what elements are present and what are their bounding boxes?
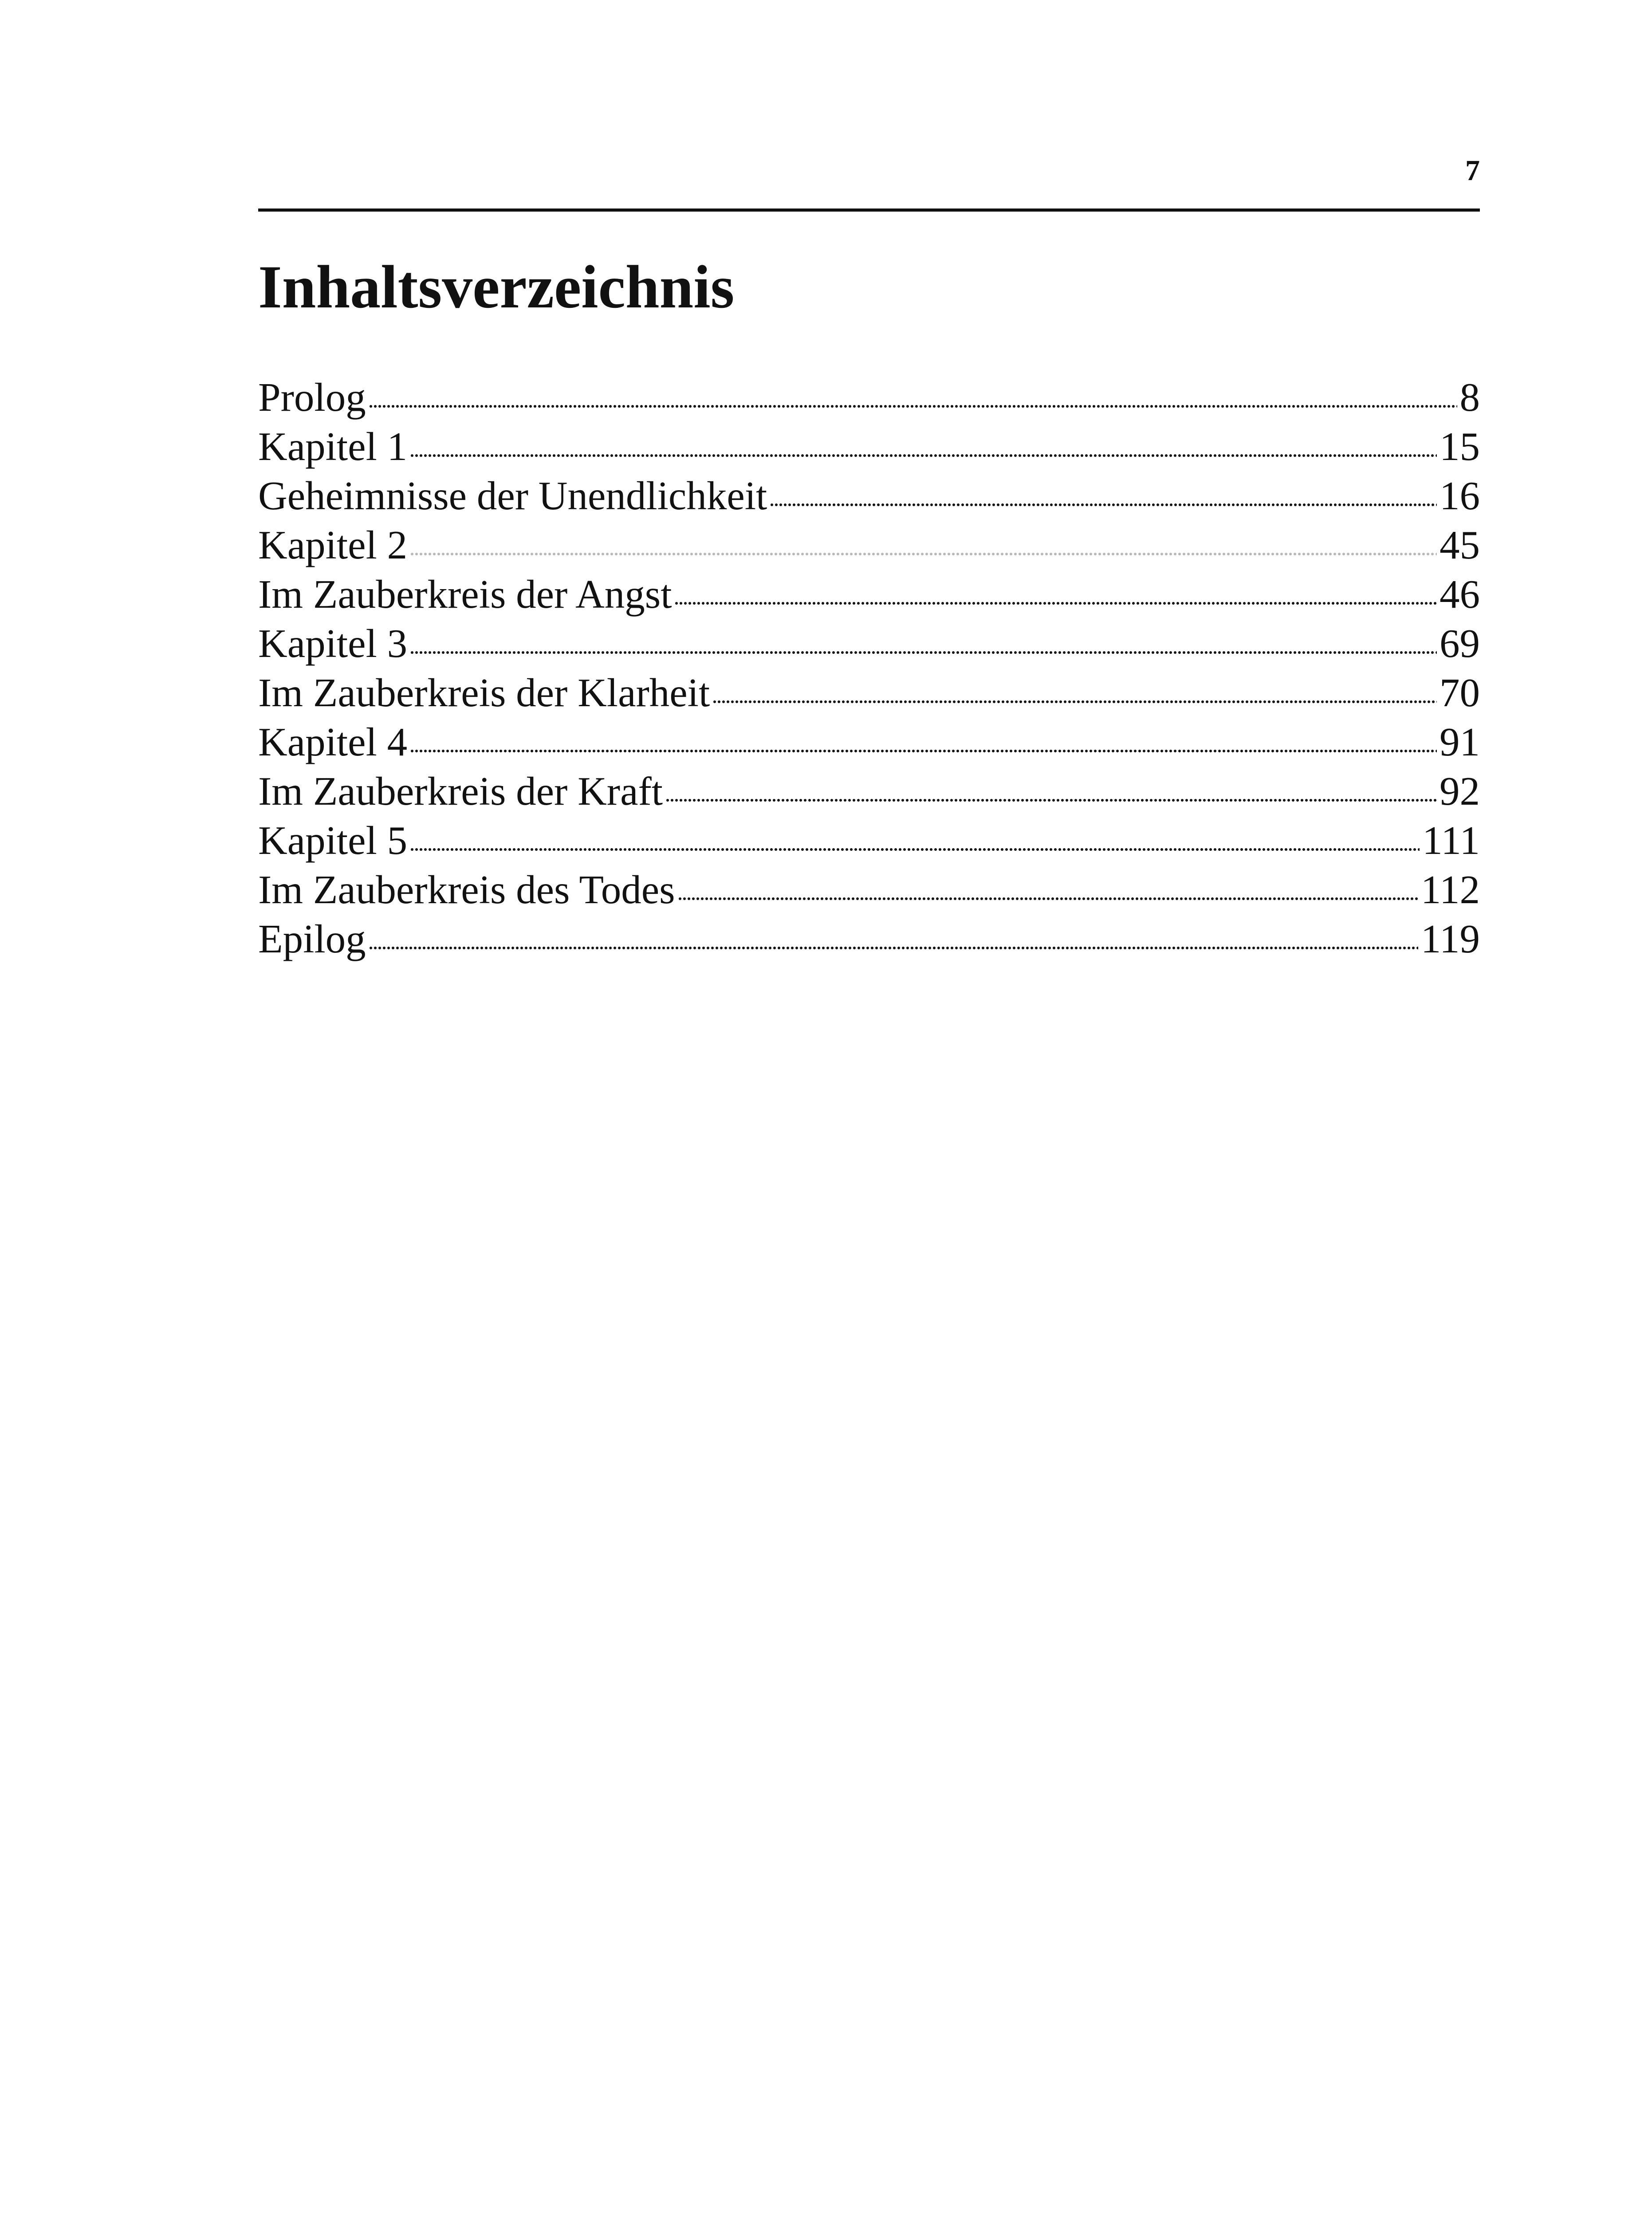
toc-entry-page: 46: [1440, 572, 1480, 617]
toc-entry-label: Kapitel 3: [258, 621, 408, 666]
toc-entry-kapitel-1[interactable]: [258, 422, 1480, 471]
toc-entry-geheimnisse[interactable]: [258, 471, 1480, 520]
dot-leader: [369, 946, 1418, 950]
page-header: [258, 146, 1480, 212]
toc-entry-kapitel-3[interactable]: [258, 619, 1480, 668]
dot-leader: [712, 700, 1437, 704]
toc-entry-label: Im Zauberkreis der Angst: [258, 572, 672, 617]
toc-entry-label: Im Zauberkreis des Todes: [258, 867, 675, 912]
toc-entry-prolog[interactable]: [258, 373, 1480, 422]
toc-entry-page: 8: [1459, 375, 1480, 420]
dot-leader: [410, 848, 1420, 851]
dot-leader: [410, 454, 1437, 457]
toc-entry-page: 70: [1440, 670, 1480, 715]
toc-entry-page: 16: [1440, 473, 1480, 518]
toc-entry-label: Kapitel 4: [258, 720, 408, 764]
toc-entry-page: 45: [1440, 523, 1480, 567]
toc-list: [258, 373, 1480, 963]
toc-entry-page: 111: [1422, 818, 1480, 863]
dot-leader: [678, 897, 1418, 901]
toc-entry-kapitel-4[interactable]: [258, 717, 1480, 767]
toc-entry-label: Geheimnisse der Unendlichkeit: [258, 473, 767, 518]
toc-entry-page: 15: [1440, 424, 1480, 469]
page-number: 7: [1465, 154, 1480, 187]
dot-leader: [770, 503, 1437, 507]
dot-leader: [674, 602, 1437, 605]
toc-entry-label: Kapitel 5: [258, 818, 408, 863]
dot-leader: [410, 749, 1437, 753]
toc-entry-label: Im Zauberkreis der Kraft: [258, 769, 663, 814]
dot-leader: [369, 405, 1457, 408]
toc-entry-page: 91: [1440, 720, 1480, 764]
toc-title: Inhaltsverzeichnis: [258, 253, 735, 321]
dot-leader: [665, 798, 1437, 802]
toc-entry-label: Kapitel 2: [258, 523, 408, 567]
toc-entry-page: 119: [1420, 916, 1480, 961]
dot-leader: [410, 651, 1437, 654]
toc-entry-page: 92: [1440, 769, 1480, 814]
toc-entry-page: 112: [1420, 867, 1480, 912]
toc-entry-kapitel-5[interactable]: [258, 816, 1480, 865]
toc-entry-epilog[interactable]: [258, 914, 1480, 963]
toc-entry-label: Im Zauberkreis der Klarheit: [258, 670, 710, 715]
toc-entry-kraft[interactable]: [258, 767, 1480, 816]
toc-entry-angst[interactable]: [258, 570, 1480, 619]
toc-entry-page: 69: [1440, 621, 1480, 666]
toc-entry-label: Kapitel 1: [258, 424, 408, 469]
dot-leader: [410, 552, 1437, 556]
toc-entry-label: Prolog: [258, 375, 366, 420]
toc-entry-klarheit[interactable]: [258, 668, 1480, 717]
toc-entry-label: Epilog: [258, 916, 366, 961]
toc-entry-kapitel-2[interactable]: [258, 520, 1480, 570]
toc-entry-todes[interactable]: [258, 865, 1480, 914]
